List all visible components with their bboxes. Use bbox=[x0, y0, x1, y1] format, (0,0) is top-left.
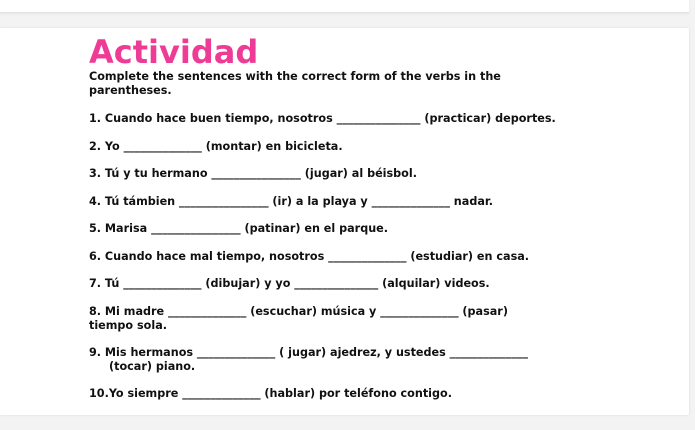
sentence-7: 7. Tú ______________ (dibujar) y yo _______________ (alquilar) videos. bbox=[89, 277, 490, 290]
sentence-4: 4. Tú támbien ________________ (ir) a la playa y ______________ nadar. bbox=[89, 195, 494, 208]
sentence-8 bbox=[89, 305, 508, 333]
sentence-6: 6. Cuando hace mal tiempo, nosotros ______________ (estudiar) en casa. bbox=[89, 250, 530, 263]
sentence-9 bbox=[89, 346, 528, 374]
sentence-5: 5. Marisa ________________ (patinar) en el parque. bbox=[89, 222, 389, 235]
instructions-text: Complete the sentences with the correct form of the verbs in the parentheses. bbox=[89, 70, 501, 97]
sentence-9-line-1: 9. Mis hermanos ______________ ( jugar) ajedrez, y ustedes ______________ bbox=[89, 346, 528, 359]
worksheet-page bbox=[0, 28, 689, 415]
sentence-9-line-2: (tocar) piano. bbox=[109, 360, 196, 373]
worksheet-content bbox=[89, 33, 649, 400]
sentence-3: 3. Tú y tu hermano ________________ (jugar) al béisbol. bbox=[89, 167, 417, 180]
sentence-1: 1. Cuando hace buen tiempo, nosotros _______________ (practicar) deportes. bbox=[89, 112, 556, 125]
sentence-8-line-1: 8. Mi madre ______________ (escuchar) música y ______________ (pasar) bbox=[89, 305, 508, 318]
worksheet-title: Actividad bbox=[89, 33, 259, 71]
sentence-10: 10.Yo siempre ______________ (hablar) por teléfono contigo. bbox=[89, 387, 452, 400]
previous-page-edge bbox=[0, 0, 689, 13]
sentence-2: 2. Yo ______________ (montar) en bicicleta. bbox=[89, 140, 343, 153]
sentence-8-line-2: tiempo sola. bbox=[89, 319, 167, 332]
